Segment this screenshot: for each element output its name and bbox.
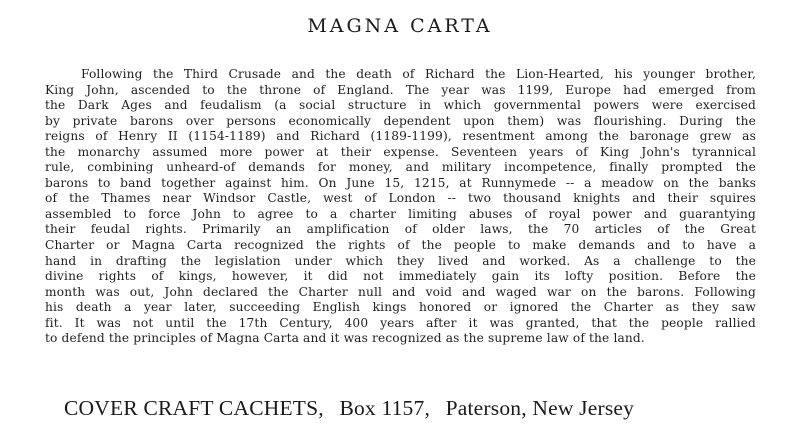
body-line: hand in drafting the legislation under which they lived and worked. As a challenge to the [45,253,756,268]
body-line: the Dark Ages and feudalism (a social structure in which governmental powers were exercised [45,98,756,113]
document-title: MAGNA CARTA [307,15,493,37]
publisher-name: COVER CRAFT CACHETS, [64,396,324,420]
publisher-city: Paterson, New Jersey [445,396,635,420]
body-line: rule, combining unheard-of demands for money, and military incompetence, finally prompted the [45,160,756,175]
body-line: month was out, John declared the Charter null and void and waged war on the barons. Following [45,284,756,299]
body-line: assembled to force John to agree to a charter limiting abuses of royal power and guarantying [45,206,756,221]
body-line: of the Thames near Windsor Castle, west of London -- two thousand knights and their squires [45,191,756,206]
body-line: fit. It was not until the 17th Century, 400 years after it was granted, that the people rallied [45,315,756,330]
body-line: King John, ascended to the throne of England. The year was 1199, Europe had emerged from [45,82,756,97]
body-line: his death a year later, succeeding English kings honored or ignored the Charter as they saw [45,300,756,315]
body-line: their feudal rights. Primarily an amplification of older laws, the 70 articles of the Great [45,222,756,237]
publisher-box: Box 1157, [339,396,431,420]
body-line: by private barons over persons economically dependent upon them) was flourishing. During the [45,113,756,128]
body-line: the monarchy assumed more power at their expense. Seventeen years of King John's tyrannical [45,144,756,159]
document-body [45,67,756,347]
body-line: barons to band together against him. On June 15, 1215, at Runnymede -- a meadow on the banks [45,175,756,190]
body-line: to defend the principles of Magna Carta and it was recognized as the supreme law of the land. [45,331,645,346]
body-line: Charter or Magna Carta recognized the rights of the people to make demands and to have a [45,238,756,253]
cut-off-top-text [0,0,800,2]
body-line: Following the Third Crusade and the death of Richard the Lion-Hearted, his younger brother, [81,67,756,81]
publisher-footer [64,396,764,421]
body-line: divine rights of kings, however, it did not immediately gain its lofty position. Before the [45,269,756,284]
body-line: reigns of Henry II (1154-1189) and Richard (1189-1199), resentment among the baronage grew as [45,129,756,144]
